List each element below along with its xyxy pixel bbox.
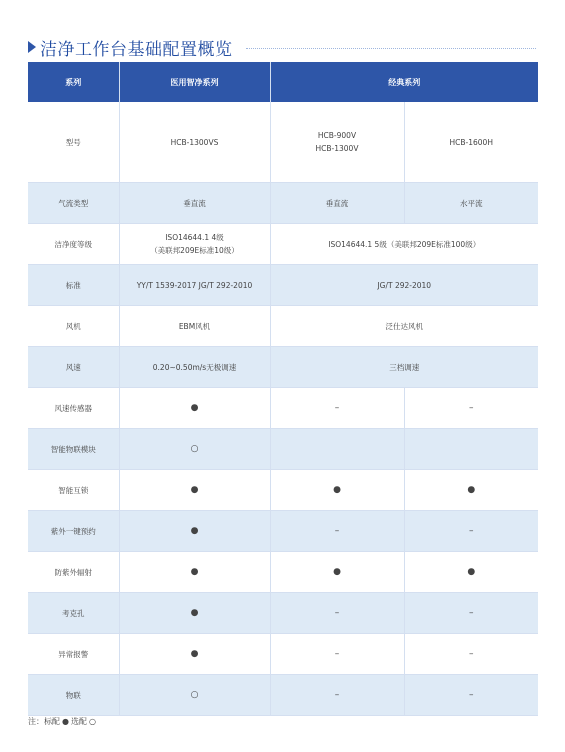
cell-classic: JG/T 292-2010 xyxy=(270,265,538,306)
table-row-wind-sensor xyxy=(28,388,538,429)
cell-classic-2: HCB-1600H xyxy=(404,102,538,183)
triangle-bullet-icon xyxy=(28,41,36,53)
cell-classic-1: – xyxy=(270,511,404,552)
cell-classic-1: ● xyxy=(270,552,404,593)
cell-medical: YY/T 1539-2017 JG/T 292-2010 xyxy=(119,265,270,306)
row-label: 智能物联模块 xyxy=(28,429,119,470)
row-label: 风机 xyxy=(28,306,119,347)
row-label: 风速传感器 xyxy=(28,388,119,429)
config-table xyxy=(28,62,538,716)
table-row-cleanliness xyxy=(28,224,538,265)
cleanliness-line-2: （美联邦209E标准10级） xyxy=(150,246,239,255)
cell-classic-1: – xyxy=(270,593,404,634)
note-prefix: 注：标配 xyxy=(28,717,60,726)
standard-dot-icon: ● xyxy=(62,717,69,726)
model-line-1: HCB-900V xyxy=(317,131,357,140)
table-header-row xyxy=(28,62,538,102)
cell-classic-2: – xyxy=(404,388,538,429)
legend-note xyxy=(28,716,98,727)
cell-classic-2 xyxy=(404,429,538,470)
table-row-iot-module xyxy=(28,429,538,470)
cell-classic-2: ● xyxy=(404,552,538,593)
cell-medical: ● xyxy=(119,552,270,593)
table-row-alarm xyxy=(28,634,538,675)
cell-classic-2: 水平流 xyxy=(404,183,538,224)
cell-classic-2: – xyxy=(404,675,538,716)
row-label: 型号 xyxy=(28,102,119,183)
row-label: 风速 xyxy=(28,347,119,388)
table-row-uv-protection xyxy=(28,552,538,593)
header-classic-series: 经典系列 xyxy=(270,62,538,102)
model-line-2: HCB-1300V xyxy=(315,144,359,153)
cell-medical: EBM风机 xyxy=(119,306,270,347)
table-row-interlock xyxy=(28,470,538,511)
cell-classic-1: – xyxy=(270,634,404,675)
row-label: 气流类型 xyxy=(28,183,119,224)
table-row-uv-schedule xyxy=(28,511,538,552)
cell-medical: 垂直流 xyxy=(119,183,270,224)
cell-medical: HCB-1300VS xyxy=(119,102,270,183)
table-row-iot xyxy=(28,675,538,716)
row-label: 异常报警 xyxy=(28,634,119,675)
table-row-fan xyxy=(28,306,538,347)
cleanliness-line-1: ISO14644.1 4级 xyxy=(165,233,224,242)
header-medical-series: 医用智净系列 xyxy=(119,62,270,102)
row-label: 防紫外辐射 xyxy=(28,552,119,593)
page-title xyxy=(28,36,233,58)
row-label: 智能互锁 xyxy=(28,470,119,511)
cell-classic-1 xyxy=(270,102,404,183)
cell-classic-2: ● xyxy=(404,470,538,511)
cell-classic-1 xyxy=(270,429,404,470)
cell-medical: ○ xyxy=(119,429,270,470)
table-row-standard xyxy=(28,265,538,306)
cell-classic-1: – xyxy=(270,675,404,716)
optional-circle-icon: ○ xyxy=(88,717,96,726)
cell-medical: ○ xyxy=(119,675,270,716)
cell-classic: 三档调速 xyxy=(270,347,538,388)
cell-medical: ● xyxy=(119,634,270,675)
cell-classic-2: – xyxy=(404,593,538,634)
cell-classic: ISO14644.1 5级（美联邦209E标准100级） xyxy=(270,224,538,265)
cell-classic-1: – xyxy=(270,388,404,429)
cell-medical: ● xyxy=(119,593,270,634)
table-row-wind-speed xyxy=(28,347,538,388)
row-label: 紫外一键预约 xyxy=(28,511,119,552)
cell-medical: ● xyxy=(119,388,270,429)
page-title-text: 洁净工作台基础配置概览 xyxy=(40,39,233,60)
table-row-airflow xyxy=(28,183,538,224)
cell-classic-2: – xyxy=(404,511,538,552)
table-row-model xyxy=(28,102,538,183)
cell-medical: 0.20~0.50m/s无极调速 xyxy=(119,347,270,388)
cell-medical: ● xyxy=(119,470,270,511)
cell-classic-1: ● xyxy=(270,470,404,511)
row-label: 洁净度等级 xyxy=(28,224,119,265)
row-label: 考克孔 xyxy=(28,593,119,634)
header-series: 系列 xyxy=(28,62,119,102)
note-optional-label: 选配 xyxy=(70,717,87,726)
cell-classic: 泛仕达风机 xyxy=(270,306,538,347)
cell-medical: ● xyxy=(119,511,270,552)
cell-classic-1: 垂直流 xyxy=(270,183,404,224)
cell-medical xyxy=(119,224,270,265)
cell-classic-2: – xyxy=(404,634,538,675)
row-label: 物联 xyxy=(28,675,119,716)
title-dotted-divider xyxy=(246,48,536,49)
table-row-cock-hole xyxy=(28,593,538,634)
row-label: 标准 xyxy=(28,265,119,306)
